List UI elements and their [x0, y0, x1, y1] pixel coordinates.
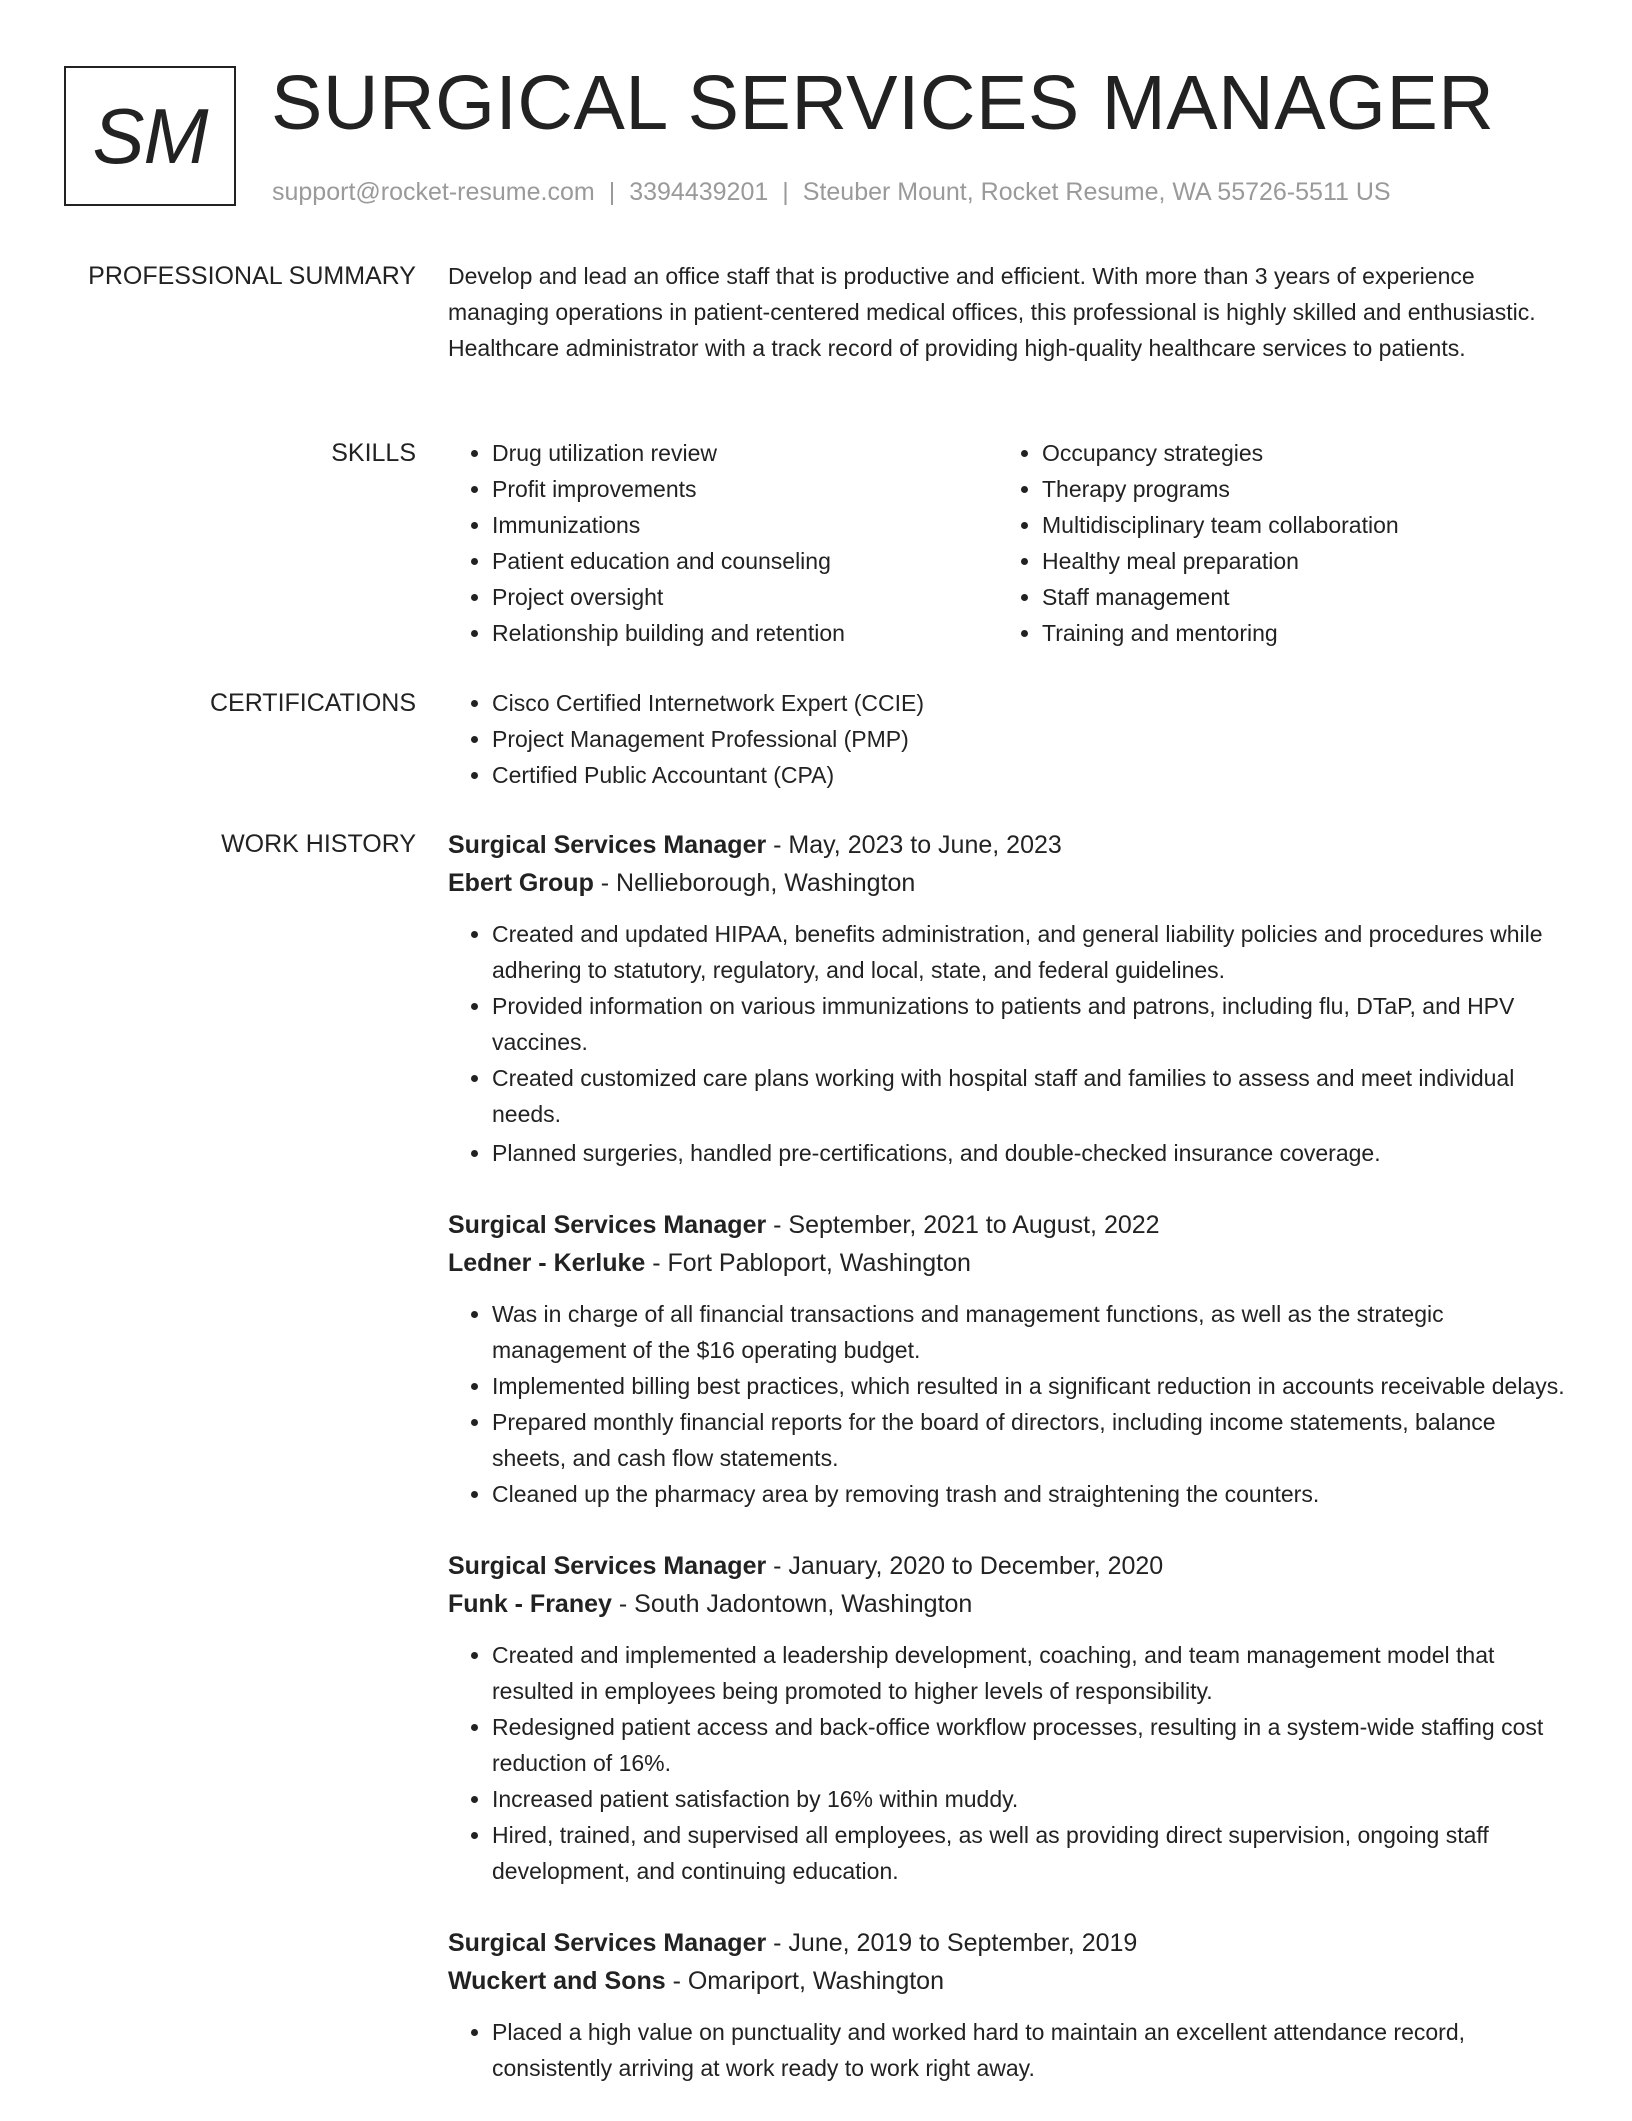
job-title: Surgical Services Manager — [448, 1211, 767, 1239]
skill-item: • Therapy programs — [1042, 471, 1548, 507]
certifications-list — [448, 685, 1568, 793]
job-title-line — [448, 826, 1568, 864]
certification-item: • Cisco Certified Internetwork Expert (CCIE) — [492, 685, 1568, 721]
skills-column-left — [448, 435, 998, 651]
resume-title: SURGICAL SERVICES MANAGER — [271, 60, 1495, 146]
contact-phone: 3394439201 — [629, 178, 769, 206]
contact-line — [272, 174, 1391, 210]
monogram-box — [64, 66, 236, 206]
job-bullets — [448, 916, 1568, 1171]
skill-item: • Occupancy strategies — [1042, 435, 1548, 471]
job-entry — [448, 826, 1568, 1171]
skills-list — [448, 435, 1568, 651]
monogram-initials: SM — [92, 91, 208, 180]
job-bullet: • Created and updated HIPAA, benefits administration, and general liability policies and procedures while adhering to statutory, regulatory, and local, state, and federal guidelines. — [492, 916, 1568, 988]
job-company: Ledner - Kerluke — [448, 1249, 646, 1277]
section-label-work-history: WORK HISTORY — [221, 830, 416, 858]
section-label-summary: PROFESSIONAL SUMMARY — [88, 262, 416, 290]
contact-address: Steuber Mount, Rocket Resume, WA 55726-5511 US — [802, 178, 1391, 206]
job-dates: - January, 2020 to December, 2020 — [766, 1552, 1164, 1580]
job-bullet: • Cleaned up the pharmacy area by removing trash and straightening the counters. — [492, 1476, 1568, 1512]
job-location: - Omariport, Washington — [665, 1967, 944, 1995]
skill-item: • Relationship building and retention — [492, 615, 998, 651]
skill-item: • Patient education and counseling — [492, 543, 998, 579]
job-title: Surgical Services Manager — [448, 1929, 767, 1957]
job-title-line — [448, 1206, 1568, 1244]
job-company: Ebert Group — [448, 869, 594, 897]
job-entry — [448, 1924, 1568, 2086]
contact-separator: | — [782, 178, 789, 206]
work-history-list — [448, 826, 1568, 2121]
job-bullet: • Increased patient satisfaction by 16% within muddy. — [492, 1781, 1568, 1817]
job-entry — [448, 1206, 1568, 1512]
skill-item: • Training and mentoring — [1042, 615, 1548, 651]
skill-item: • Immunizations — [492, 507, 998, 543]
job-title-line — [448, 1924, 1568, 1962]
job-dates: - June, 2019 to September, 2019 — [766, 1929, 1138, 1957]
job-title: Surgical Services Manager — [448, 1552, 767, 1580]
job-company-line — [448, 1244, 1568, 1282]
job-dates: - September, 2021 to August, 2022 — [766, 1211, 1160, 1239]
job-bullets — [448, 2014, 1568, 2086]
skill-item: • Healthy meal preparation — [1042, 543, 1548, 579]
summary-text-block — [448, 258, 1568, 366]
contact-email: support@rocket-resume.com — [272, 178, 595, 206]
skill-item: • Staff management — [1042, 579, 1548, 615]
job-bullet: • Created customized care plans working with hospital staff and families to assess and meet individual needs. — [492, 1060, 1568, 1132]
job-title-line — [448, 1547, 1568, 1585]
skill-item: • Project oversight — [492, 579, 998, 615]
job-location: - Fort Pabloport, Washington — [645, 1249, 971, 1277]
skills-column-right — [998, 435, 1548, 651]
summary-text: Develop and lead an office staff that is productive and efficient. With more than 3 years of experience managing operations in patient-centered medical offices, this professional is highly skilled and enthusiastic. Healthcare administrator with a track record of providing high-quality healthcare services to patients. — [448, 263, 1536, 361]
certification-item: • Project Management Professional (PMP) — [492, 721, 1568, 757]
job-company: Wuckert and Sons — [448, 1967, 666, 1995]
job-bullets — [448, 1296, 1568, 1512]
job-location: - Nellieborough, Washington — [593, 869, 916, 897]
job-entry — [448, 1547, 1568, 1889]
job-bullet: • Redesigned patient access and back-office workflow processes, resulting in a system-wide staffing cost reduction of 16%. — [492, 1709, 1568, 1781]
job-bullet: • Created and implemented a leadership development, coaching, and team management model that resulted in employees being promoted to higher levels of responsibility. — [492, 1637, 1568, 1709]
job-bullet: • Planned surgeries, handled pre-certifications, and double-checked insurance coverage. — [492, 1135, 1568, 1171]
job-company: Funk - Franey — [448, 1590, 612, 1618]
contact-separator: | — [608, 178, 616, 206]
job-bullet: • Was in charge of all financial transactions and management functions, as well as the strategic management of the $16 operating budget. — [492, 1296, 1568, 1368]
job-company-line — [448, 1585, 1568, 1623]
job-bullet: • Placed a high value on punctuality and worked hard to maintain an excellent attendance record, consistently arriving at work ready to work right away. — [492, 2014, 1568, 2086]
job-dates: - May, 2023 to June, 2023 — [766, 831, 1062, 859]
job-company-line — [448, 1962, 1568, 2000]
job-location: - South Jadontown, Washington — [611, 1590, 973, 1618]
job-bullets — [448, 1637, 1568, 1889]
job-bullet: • Implemented billing best practices, which resulted in a significant reduction in accounts receivable delays. — [492, 1368, 1568, 1404]
skill-item: • Drug utilization review — [492, 435, 998, 471]
skill-item: • Profit improvements — [492, 471, 998, 507]
job-company-line — [448, 864, 1568, 902]
job-title: Surgical Services Manager — [448, 831, 767, 859]
section-label-certifications: CERTIFICATIONS — [209, 689, 416, 717]
job-bullet: • Prepared monthly financial reports for the board of directors, including income statements, balance sheets, and cash flow statements. — [492, 1404, 1568, 1476]
job-bullet: • Hired, trained, and supervised all employees, as well as providing direct supervision, ongoing staff development, and continuing education. — [492, 1817, 1568, 1889]
section-label-skills: SKILLS — [331, 439, 416, 467]
job-bullet: • Provided information on various immunizations to patients and patrons, including flu, DTaP, and HPV vaccines. — [492, 988, 1568, 1060]
skill-item: • Multidisciplinary team collaboration — [1042, 507, 1548, 543]
certification-item: • Certified Public Accountant (CPA) — [492, 757, 1568, 793]
